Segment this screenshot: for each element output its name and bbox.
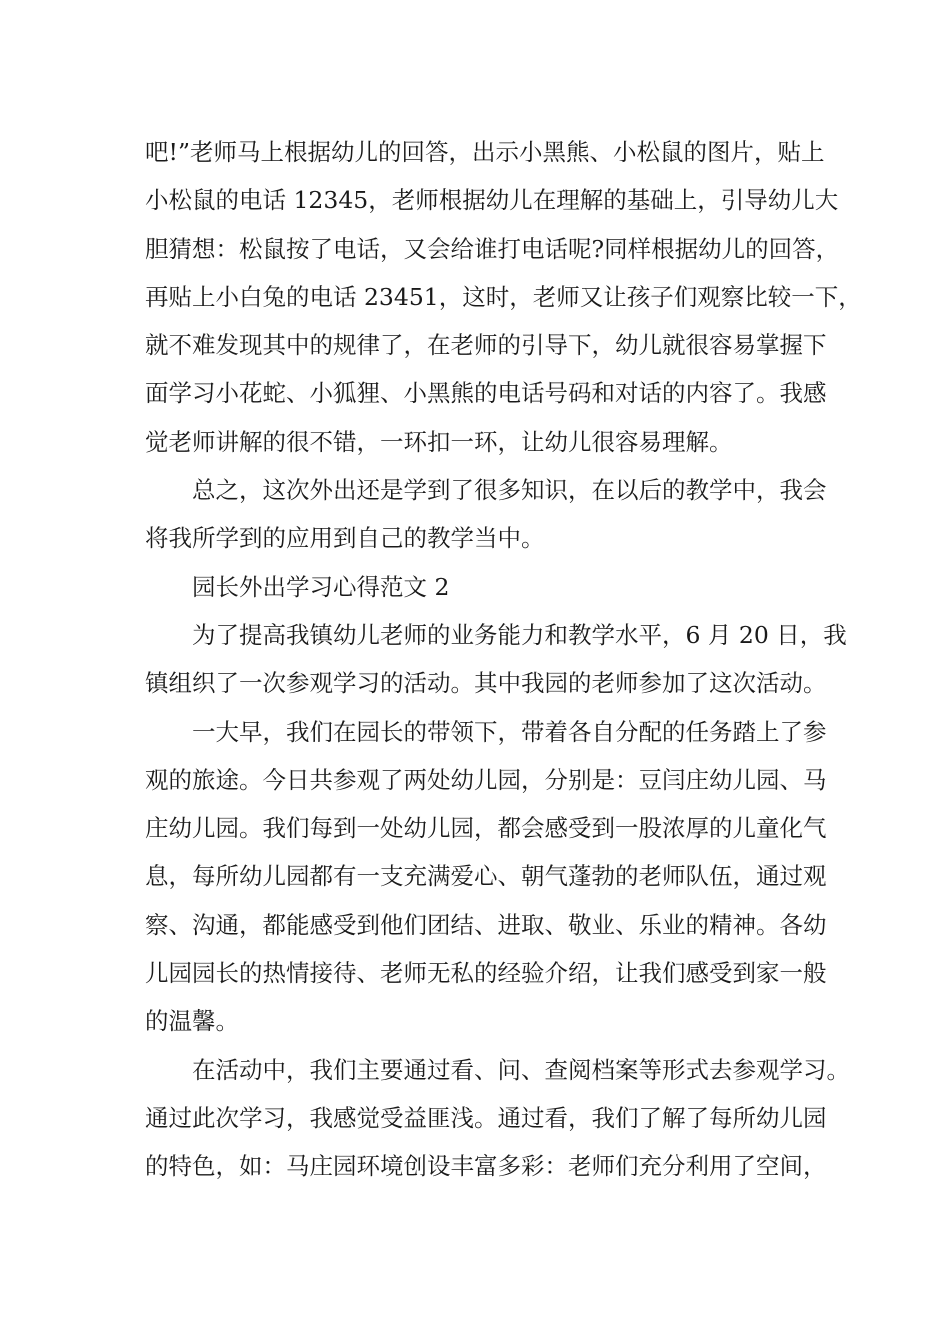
text-line: 察、沟通，都能感受到他们团结、进取、敬业、乐业的精神。各幼 [145, 910, 827, 939]
text-line: 的温馨。 [145, 1007, 239, 1036]
text-line: 镇组织了一次参观学习的活动。其中我园的老师参加了这次活动。 [145, 669, 827, 698]
document-body [145, 128, 862, 1191]
text-line: 息，每所幼儿园都有一支充满爱心、朝气蓬勃的老师队伍，通过观 [145, 862, 827, 891]
text-line: 吧!”老师马上根据幼儿的回答，出示小黑熊、小松鼠的图片，贴上 [145, 138, 825, 166]
text-line: 在活动中，我们主要通过看、问、查阅档案等形式去参观学习。 [192, 1055, 850, 1084]
text-line: 一大早，我们在园长的带领下，带着各自分配的任务踏上了参 [192, 717, 827, 746]
text-line: 再贴上小白兔的电话 23451，这时，老师又让孩子们观察比较一下， [145, 282, 862, 311]
text-line: 面学习小花蛇、小狐狸、小黑熊的电话号码和对话的内容了。我感 [145, 379, 827, 408]
paragraph [145, 708, 825, 1046]
text-line: 觉老师讲解的很不错，一环扣一环，让幼儿很容易理解。 [145, 427, 733, 456]
paragraph [145, 1046, 850, 1191]
text-line: 将我所学到的应用到自己的教学当中。 [145, 524, 545, 553]
text-line: 庄幼儿园。我们每到一处幼儿园，都会感受到一股浓厚的儿童化气 [145, 814, 827, 843]
text-line: 小松鼠的电话 12345，老师根据幼儿在理解的基础上，引导幼儿大 [145, 186, 839, 215]
text-line: 胆猜想：松鼠按了电话，又会给谁打电话呢?同样根据幼儿的回答， [145, 234, 840, 263]
heading-text: 园长外出学习心得范文 2 [192, 572, 450, 601]
text-line: 就不难发现其中的规律了，在老师的引导下，幼儿就很容易掌握下 [145, 331, 827, 360]
paragraph [145, 466, 825, 563]
text-line: 为了提高我镇幼儿老师的业务能力和教学水平，6 月 20 日，我 [192, 620, 847, 649]
text-line: 总之，这次外出还是学到了很多知识，在以后的教学中，我会 [192, 476, 827, 505]
paragraph [145, 128, 862, 466]
paragraph [145, 611, 847, 708]
section-heading [145, 563, 825, 611]
text-line: 儿园园长的热情接待、老师无私的经验介绍，让我们感受到家一般 [145, 959, 827, 988]
text-line: 的特色，如：马庄园环境创设丰富多彩：老师们充分利用了空间， [145, 1152, 827, 1181]
text-line: 通过此次学习，我感觉受益匪浅。通过看，我们了解了每所幼儿园 [145, 1103, 827, 1132]
text-line: 观的旅途。今日共参观了两处幼儿园，分别是：豆闫庄幼儿园、马 [145, 765, 827, 794]
